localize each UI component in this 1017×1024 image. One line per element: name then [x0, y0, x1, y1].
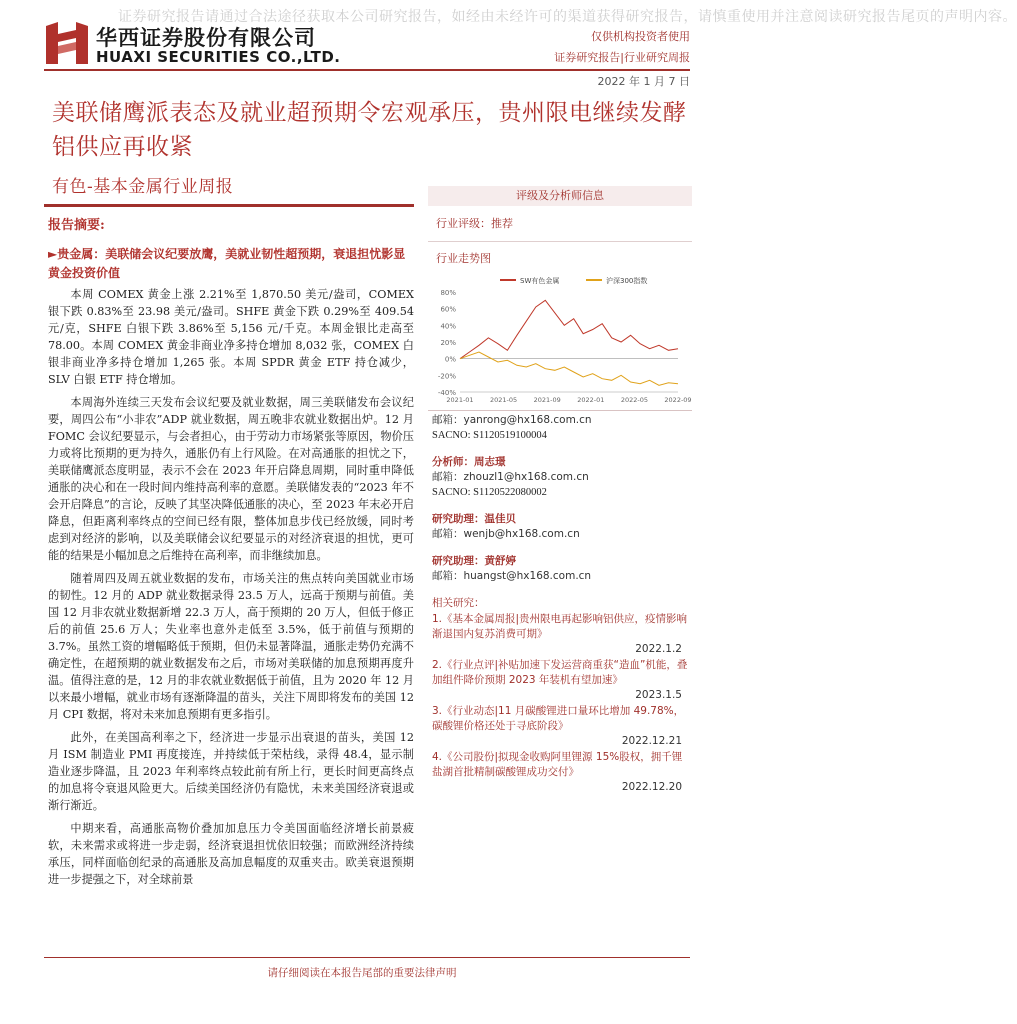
report-type: 证券研究报告|行业研究周报 [554, 51, 690, 64]
related-research-date: 2022.12.20 [621, 781, 682, 793]
rating-value: 推荐 [491, 217, 513, 230]
paragraph: 本周海外连续三天发布会议纪要及就业数据，周三美联储发布会议纪要，周四公布“小非农”ADP 就业数据，周五晚非农就业数据出炉。12 月 FOMC 会议纪要显示，与会者担心，由于劳动力市场紧张等原因，物价压力或将比预期的更为持久，通胀仍有上行风险。在对高通胀的担忧之下，美联储鹰派态度明显，表示不会在 2023 年开启降息周期，同时重申降低通胀的决心和在一段时间内维持高利率的意愿。美联储发表的“2023 年不会开启降息”的言论，反映了其坚决降低通胀的决心，至 2023 年末必开启降息，但距离利率终点的空间已经有限，整体加息步伐已经放缓，同时考虑到对经济的影响，以及美联储会议纪要显示的对经济衰退的担忧，更可能的结果是小幅加息之后维持在高利率，而非继续加息。 [48, 396, 414, 562]
paragraph: 随着周四及周五就业数据的发布，市场关注的焦点转向美国就业市场的韧性。12 月的 ADP 就业数据录得 23.5 万人，远高于预期与前值。美国 12 月非农就业数据新增 22.3 万人，高于预期的 20 万人，但低于修正后的前值 25.6 万人；失业率也意外走低至 3.5%，低于前值与预期的 3.7%。虽然工资的增幅略低于预期，但仍未显著降温，通胀走势仍充满不确定性，在超预期的就业数据发布之后，市场对美联储的加息预期再度升温。值得注意的是，12 月的非农就业数据低于前值，且为 2020 年 12 月以来最小增幅，就业市场有逐渐降温的苗头，关注下周即将发布的美国 12 月 CPI 数据，将对未来加息预期有更多指引。 [48, 572, 414, 721]
watermark: 证券研究报告请通过合法途径获取本公司研究报告，如经由未经许可的渠道获得研究报告，请慎重使用并注意阅读研究报告尾页的声明内容。 [118, 9, 1017, 25]
assistant-name: 研究助理：黄舒婷 [432, 555, 516, 567]
x-tick-label: 2021-01 [446, 396, 474, 404]
legend-label: 沪深300指数 [606, 277, 648, 285]
paragraph: 本周 COMEX 黄金上涨 2.21%至 1,870.50 美元/盎司，COMEX 银下跌 0.83%至 23.98 美元/盎司。SHFE 黄金下跌 0.29%至 409.54 元/克，SHFE 白银下跌 3.86%至 5,156 元/千克。本周金银比走高至 78.00。本周 COMEX 黄金非商业净多持仓增加 8,032 张，COMEX 白银非商业净多持仓增加 1,265 张。本周 SPDR 黄金 ETF 持仓减少，SLV 白银 ETF 持仓增加。 [48, 288, 414, 386]
x-tick-label: 2022-01 [577, 396, 605, 404]
y-tick-label: -40% [437, 389, 456, 397]
subtitle-divider [44, 204, 414, 207]
analyst-name: 分析师：周志璟 [432, 456, 506, 468]
trend-chart-svg [428, 270, 692, 410]
section-heading-precious-metals: ►贵金属：美联储会议纪要放鹰，美就业韧性超预期，衰退担忧影显黄金投资价值 [48, 247, 406, 280]
rating-box-title: 评级及分析师信息 [428, 186, 692, 206]
rating-box [428, 206, 692, 411]
x-tick-label: 2022-09 [664, 396, 692, 404]
sidebar [428, 186, 692, 795]
summary-label: 报告摘要: [48, 218, 105, 233]
report-title: 美联储鹰派表态及就业超预期令宏观承压，贵州限电继续发酵铝供应再收紧 [52, 100, 687, 160]
report-date: 2022 年 1 月 7 日 [597, 75, 690, 88]
huaxi-logo-icon [44, 20, 90, 66]
trend-chart-label: 行业走势图 [436, 252, 491, 265]
footer-divider [44, 957, 690, 958]
related-research-item[interactable]: 2.《行业点评|补贴加速下发运营商重获“造血”机能，叠加组件降价预期 2023 年装机有望加速》 [432, 659, 688, 686]
related-research-title: 相关研究： [432, 597, 485, 609]
y-tick-label: -20% [437, 372, 456, 381]
brand-name-en: HUAXI SECURITIES CO.,LTD. [96, 48, 341, 66]
brand-name-cn: 华西证券股份有限公司 [96, 26, 316, 50]
assistant-email: 邮箱：wenjb@hx168.com.cn [432, 528, 580, 540]
x-tick-label: 2022-05 [620, 396, 648, 404]
y-tick-label: 0% [444, 355, 456, 364]
analyst-sac: SACNO: S1120522080002 [432, 487, 547, 498]
y-tick-label: 80% [440, 289, 456, 297]
header-divider [44, 69, 690, 71]
related-research-date: 2022.12.21 [621, 735, 682, 747]
assistant-email: 邮箱：huangst@hx168.com.cn [432, 570, 592, 582]
trend-chart [428, 270, 692, 410]
series-line-1 [460, 300, 678, 358]
related-research-item[interactable]: 1.《基本金属周报|贵州限电再起影响铝供应，疫情影响渐退国内复苏消费可期》 [432, 613, 688, 640]
y-tick-label: 20% [440, 339, 456, 347]
y-tick-label: 60% [440, 305, 456, 314]
analyst-email: 邮箱：yanrong@hx168.com.cn [432, 414, 592, 426]
series-line-2 [460, 352, 678, 385]
assistant-name: 研究助理：温佳贝 [432, 513, 516, 525]
x-tick-label: 2021-05 [490, 396, 518, 404]
y-tick-label: 40% [440, 322, 456, 331]
paragraph: 此外，在美国高利率之下，经济进一步显示出衰退的苗头，美国 12 月 ISM 制造业 PMI 再度接连，并持续低于荣枯线，录得 48.4，显示制造业逐步降温，且 2023 年利率终点较此前有所上行，更长时间更高终点的加息将令衰退风险更大。后续美国经济仍有隐忧，未来美国经济衰退或渐行渐近。 [48, 731, 414, 812]
related-research-item[interactable]: 3.《行业动态|11 月碳酸锂进口量环比增加 49.78%，碳酸锂价格还处于寻底阶段》 [432, 705, 685, 732]
legal-notice: 请仔细阅读在本报告尾部的重要法律声明 [267, 967, 457, 979]
related-research-date: 2023.1.5 [635, 689, 682, 701]
x-tick-label: 2021-09 [533, 396, 561, 404]
analyst-email: 邮箱：zhouzl1@hx168.com.cn [432, 471, 589, 483]
report-body [48, 214, 414, 894]
legend-label: SW有色金属 [520, 277, 560, 285]
analyst-sac: SACNO: S1120519100004 [432, 430, 547, 441]
paragraph: 中期来看，高通胀高物价叠加加息压力令美国面临经济增长前景疲软，未来需求或将进一步走弱，经济衰退担忧依旧较强；而欧洲经济持续承压，同样面临创纪录的高通胀及高加息幅度的双重夹击。欧美衰退预期进一步提强之下，对全球前景 [48, 822, 414, 886]
analyst-list [428, 413, 692, 795]
report-subtitle: 有色-基本金属行业周报 [52, 177, 234, 197]
related-research-item[interactable]: 4.《公司股份|拟现金收购阿里锂源 15%股权，拥千锂盐湖首批精制碳酸锂成功交付》 [432, 751, 683, 778]
industry-rating [428, 206, 692, 242]
related-research-date: 2022.1.2 [635, 643, 682, 655]
rating-label: 行业评级： [436, 217, 491, 230]
audience-note: 仅供机构投资者使用 [591, 30, 690, 43]
